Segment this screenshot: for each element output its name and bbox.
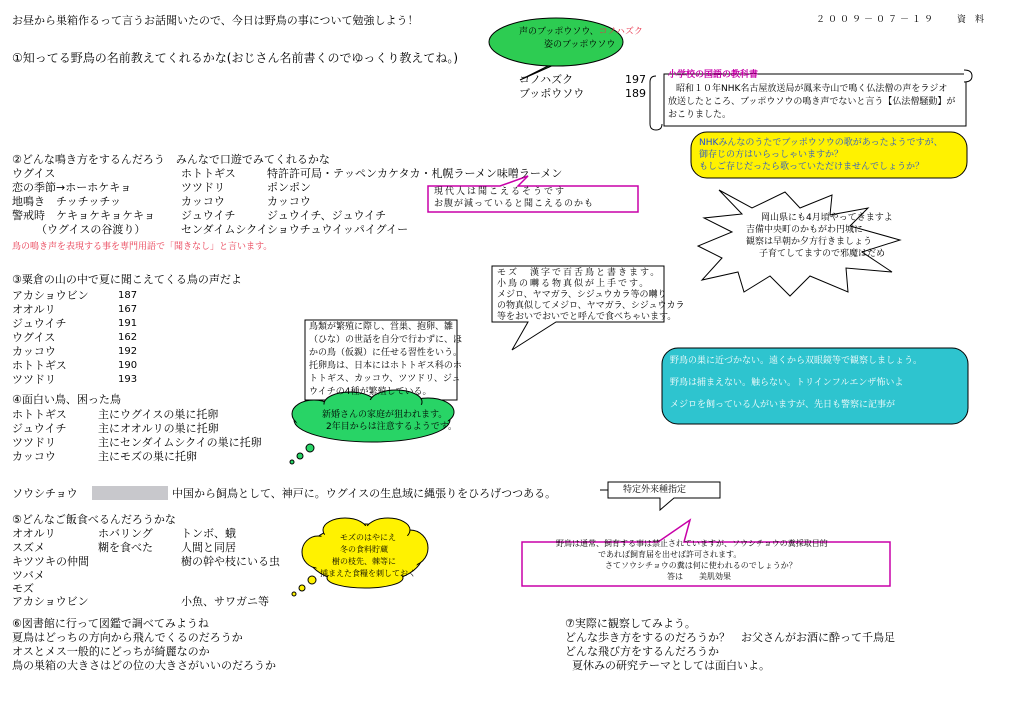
soushi-text: 中国から飼鳥として、神戸に。ウグイスの生息域に縄張りをひろげつつある。 [172,487,557,500]
s2-col3-4: ショウチュウイッパイグイー [267,223,409,236]
magenta-line3: さてソウシチョウの糞は何に使われるのでしょうか？ [605,561,797,570]
cloud-green-line2: 2年目からは注意するようです。 [326,422,458,432]
yellow-box-line2: 御存じの方はいらっしゃいますか？ [699,150,844,160]
section2-note: 鳥の鳴き声を表現する事を専門用語で「聞きなし」と言います。 [12,242,273,252]
section1-title: ①知ってる野鳥の名前教えてくれるかな(おじさん名前書くのでゆっくり教えてね。) [12,51,459,65]
s5-col3-2: 樹の幹や枝にいる虫 [181,555,280,568]
yellow-box-line1: NHKみんなのうたでブッポウソウの歌があったようですが、 [699,138,943,148]
s4-name-1: ジュウイチ [12,422,67,435]
s5-col1-1: スズメ [12,541,45,554]
s3-name-4: カッコウ [12,345,56,358]
vote-count-1: 189 [625,87,646,100]
s5-col1-0: オオルリ [12,527,56,540]
s2-col2-4: センダイムシクイ [181,223,268,236]
s3-count-1: 167 [118,304,138,315]
cloud-yellow-line2: 冬の食料貯蔵 [340,545,388,554]
s3-count-2: 191 [118,318,138,329]
s2-col2-1: ツツドリ [181,181,225,194]
scroll-line2: 放送したところ、ブッポウソウの鳴き声でないと言う【仏法僧騒動】が [668,97,956,107]
s3-name-2: ジュウイチ [12,317,67,330]
takuran-line3: かの鳥（仮親）に任せる習性をいう。 [309,348,463,358]
s2-col3-3: ジュウイチ、ジュウイチ [267,209,387,222]
teal-line1: 野鳥の巣に近づかない。遠くから双眼鏡等で観察しましょう。 [670,356,923,366]
scroll-line3: おこりました。 [668,110,732,120]
mozu-line1: モズ 漢字で百舌鳥と書きます。 [497,268,662,278]
s7-line-0: どんな歩き方をするのだろうか？ お父さんがお酒に酔って千鳥足 [565,631,895,644]
s2-col1-1: 恋の季節→ホーホケキョ [12,181,132,194]
s3-name-1: オオルリ [12,303,56,316]
s6-line-1: オスとメス一般的にどっちが綺麗なのか [12,645,210,658]
s6-line-2: 鳥の巣箱の大きさはどの位の大きさがいいのだろうか [12,659,276,672]
mozu-line4: の物真似してメジロ、ヤマガラ、シジュウカラ [497,301,685,311]
star-line3: 観察は早朝か夕方行きましょう [746,237,873,247]
s4-desc-2: 主にセンダイムシクイの巣に托卵 [98,436,262,449]
teal-line3: メジロを飼っている人がいますが、先日も警察に記事が [670,400,896,410]
s2-col2-3: ジュウイチ [181,209,236,222]
mozu-line5: 等をおいでおいでと呼んで食べちゃいます。 [497,312,677,322]
s3-name-0: アカショウビン [12,289,89,302]
star-line1: 岡山県にも4月頃やってきますよ [761,213,893,223]
cloud-green-line1: 新婚さんの家庭が狙われます。 [322,410,448,420]
s2-col3-0: 特許許可局・テッペンカケタカ・札幌ラーメン味噌ラーメン [267,167,563,180]
section4-title: ④面白い鳥、困った鳥 [12,393,121,406]
s5-col1-5: アカショウビン [12,595,89,608]
takuran-line5: トトギス、カッコウ、ツツドリ、ジュ [309,374,461,384]
s5-col3-5: 小魚、サワガニ等 [181,595,269,608]
s7-line-1: どんな飛び方をするんだろうか [565,645,719,658]
green-bubble-line1 [519,27,643,38]
vote-count-0: 197 [625,73,646,86]
cloud-yellow-line3: 樹の枝先、棘等に [332,557,396,566]
cloud-yellow-line1: モズのはやにえ [340,533,396,542]
date-text: ２００９－０７－１９ [816,15,937,25]
s2-col2-0: ホトトギス [181,167,236,180]
s3-name-5: ホトトギス [12,359,67,372]
s5-col3-0: トンボ、蛾 [181,527,236,540]
star-line2: 吉備中央町のかもがわ円城に [746,225,864,235]
intro-text: お昼から巣箱作るって言うお話聞いたので、今日は野鳥の事について勉強しよう！ [12,14,419,27]
s4-desc-3: 主にモズの巣に托卵 [98,450,197,463]
s4-name-3: カッコウ [12,450,56,463]
magenta-line2: であれば飼育届を出せば許可されます。 [598,550,742,559]
bubble-text-a: 声のブッポウソウ、 [519,27,599,37]
scroll-line1: 昭和１０年NHK名古屋放送局が鳳来寺山で鳴く仏法僧の声をラジオ [676,84,948,94]
s5-col1-3: ツバメ [12,569,45,582]
s3-count-5: 190 [118,360,138,371]
bubble-text-b: コノハズク [598,27,643,37]
star-line4: 子育てしてますので邪魔はだめ [759,249,886,259]
s2-col1-0: ウグイス [12,167,56,180]
soushi-label: ソウシチョウ [12,487,78,500]
s2-col3-2: カッコウ [267,195,311,208]
cloud-yellow-line4: 捕まえた食糧を刺しておく [320,569,416,578]
s2-col2-2: カッコウ [181,195,225,208]
s3-count-3: 162 [118,332,138,343]
yellow-box-line3: もしご存じだったら歌っていただけませんでしょうか？ [699,162,925,172]
takuran-line6: ウイチの4種が繁殖している。 [309,387,432,397]
s3-count-6: 193 [118,374,138,385]
section2-title: ②どんな鳴き方をするんだろう みんなで口遊でみてくれるかな [12,153,330,166]
modern-callout-line1: 現代人は聞こえるそうです [434,187,567,197]
takuran-line1: 鳥類が繁殖に際し、営巣、抱卵、雛 [309,322,454,332]
s2-col1-4: （ウグイスの谷渡り） [36,223,146,236]
s3-count-0: 187 [118,290,138,301]
s5-col3-1: 人間と同居 [181,541,236,554]
magenta-line1: 野鳥は通常、飼育する事は禁止されていますが、ソウシチョウの糞採取目的 [556,539,828,548]
mozu-line3: メジロ、ヤマガラ、シジュウカラ等の囀り [497,290,667,300]
s3-name-3: ウグイス [12,331,56,344]
s4-desc-1: 主にオオルリの巣に托卵 [98,422,219,435]
teal-line2: 野鳥は捕まえない。触らない。トリインフルエンザ怖いよ [670,378,904,388]
s2-col1-3: 警戒時 ケキョケキョケキョ [12,209,155,222]
vote-name-0: コノハズク [519,73,574,86]
doc-label: 資 料 [957,15,985,25]
vote-name-1: ブッポウソウ [519,87,585,100]
scroll-title: 小学校の国語の教科書 [668,70,759,80]
s3-name-6: ツツドリ [12,373,56,386]
s7-line-2: 夏休みの研究テーマとしては面白いよ。 [572,659,770,672]
s5-col1-2: キツツキの仲間 [12,555,89,568]
s5-col2-0: ホバリング [98,527,153,540]
section7-title: ⑦実際に観察してみよう。 [565,617,696,630]
tokutei-label: 特定外来種指定 [623,485,687,495]
s4-desc-0: 主にウグイスの巣に托卵 [98,408,219,421]
modern-callout-line2: お腹が減っていると聞こえるのかも [434,199,595,209]
s2-col1-2: 地鳴き チッチッチッ [12,195,122,208]
section6-title: ⑥図書館に行って図鑑で調べてみようね [12,617,209,630]
section5-title: ⑤どんなご飯食べるんだろうかな [12,513,176,526]
magenta-line4: 答は 美肌効果 [667,572,731,581]
s3-count-4: 192 [118,346,138,357]
s5-col1-4: モズ [12,582,34,595]
s4-name-0: ホトトギス [12,408,67,421]
redacted-blur [92,486,168,500]
green-bubble-line2: 姿のブッポウソウ [544,40,616,50]
s5-col2-1: 糊を食べた [98,541,153,554]
s2-col3-1: ポンポン [267,181,311,194]
s6-line-0: 夏鳥はどっちの方向から飛んでくるのだろうか [12,631,243,644]
s4-name-2: ツツドリ [12,436,56,449]
mozu-line2: 小鳥の囀る物真似が上手です。 [497,279,651,289]
takuran-line2: （ひな）の世話を自分で行わずに、ほ [309,335,463,345]
takuran-line4: 托卵鳥は、日本にはホトトギス科のホ [309,361,462,371]
section3-title: ③粟倉の山の中で夏に聞こえてくる鳥の声だよ [12,273,242,286]
